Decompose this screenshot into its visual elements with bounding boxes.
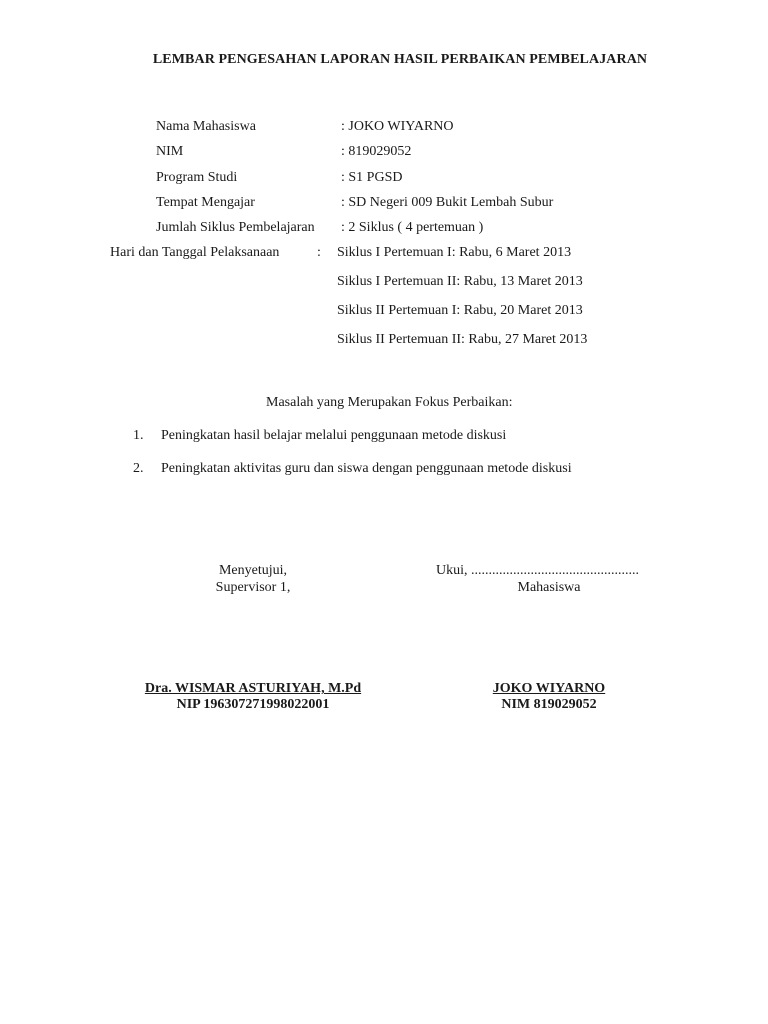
field-value-jumlah-siklus: : 2 Siklus ( 4 pertemuan ) bbox=[341, 220, 484, 235]
field-label-program-studi: Program Studi bbox=[156, 170, 238, 185]
signature-right-place-date: Ukui, ................................................ bbox=[436, 563, 639, 578]
document-title: LEMBAR PENGESAHAN LAPORAN HASIL PERBAIKAN PEMBELAJARAN bbox=[152, 52, 648, 67]
signature-left-id: NIP 196307271998022001 bbox=[176, 697, 330, 712]
field-label-nama: Nama Mahasiswa bbox=[156, 119, 256, 134]
signature-right-name-text: JOKO WIYARNO bbox=[492, 681, 606, 696]
focus-heading: Masalah yang Merupakan Fokus Perbaikan: bbox=[266, 395, 513, 410]
schedule-entry-2: Siklus I Pertemuan II: Rabu, 13 Maret 2013 bbox=[337, 274, 583, 289]
signature-right-role: Mahasiswa bbox=[517, 580, 581, 595]
schedule-colon: : bbox=[317, 245, 321, 260]
field-value-program-studi: : S1 PGSD bbox=[341, 170, 403, 185]
signature-left-name-text: Dra. WISMAR ASTURIYAH, M.Pd bbox=[144, 681, 362, 696]
field-label-nim: NIM bbox=[156, 144, 184, 159]
schedule-label: Hari dan Tanggal Pelaksanaan bbox=[110, 245, 280, 260]
signature-left-approval: Menyetujui, bbox=[218, 563, 288, 578]
focus-item-text: Peningkatan hasil belajar melalui penggunaan metode diskusi bbox=[161, 428, 507, 443]
field-value-nim: : 819029052 bbox=[341, 144, 412, 159]
focus-item-text: Peningkatan aktivitas guru dan siswa dengan penggunaan metode diskusi bbox=[161, 461, 572, 476]
signature-right-id: NIM 819029052 bbox=[501, 697, 597, 712]
schedule-entry-4: Siklus II Pertemuan II: Rabu, 27 Maret 2013 bbox=[337, 332, 588, 347]
signature-right-name bbox=[416, 681, 682, 697]
schedule-entry-1: Siklus I Pertemuan I: Rabu, 6 Maret 2013 bbox=[337, 245, 572, 260]
schedule-entry-3: Siklus II Pertemuan I: Rabu, 20 Maret 2013 bbox=[337, 303, 583, 318]
focus-item-number: 1. bbox=[133, 428, 144, 443]
signature-left-name bbox=[120, 681, 386, 697]
field-label-jumlah-siklus: Jumlah Siklus Pembelajaran bbox=[156, 220, 315, 235]
field-value-nama: : JOKO WIYARNO bbox=[341, 119, 454, 134]
focus-item-number: 2. bbox=[133, 461, 144, 476]
field-value-tempat-mengajar: : SD Negeri 009 Bukit Lembah Subur bbox=[341, 195, 554, 210]
field-label-tempat-mengajar: Tempat Mengajar bbox=[156, 195, 255, 210]
signature-left-role: Supervisor 1, bbox=[215, 580, 291, 595]
